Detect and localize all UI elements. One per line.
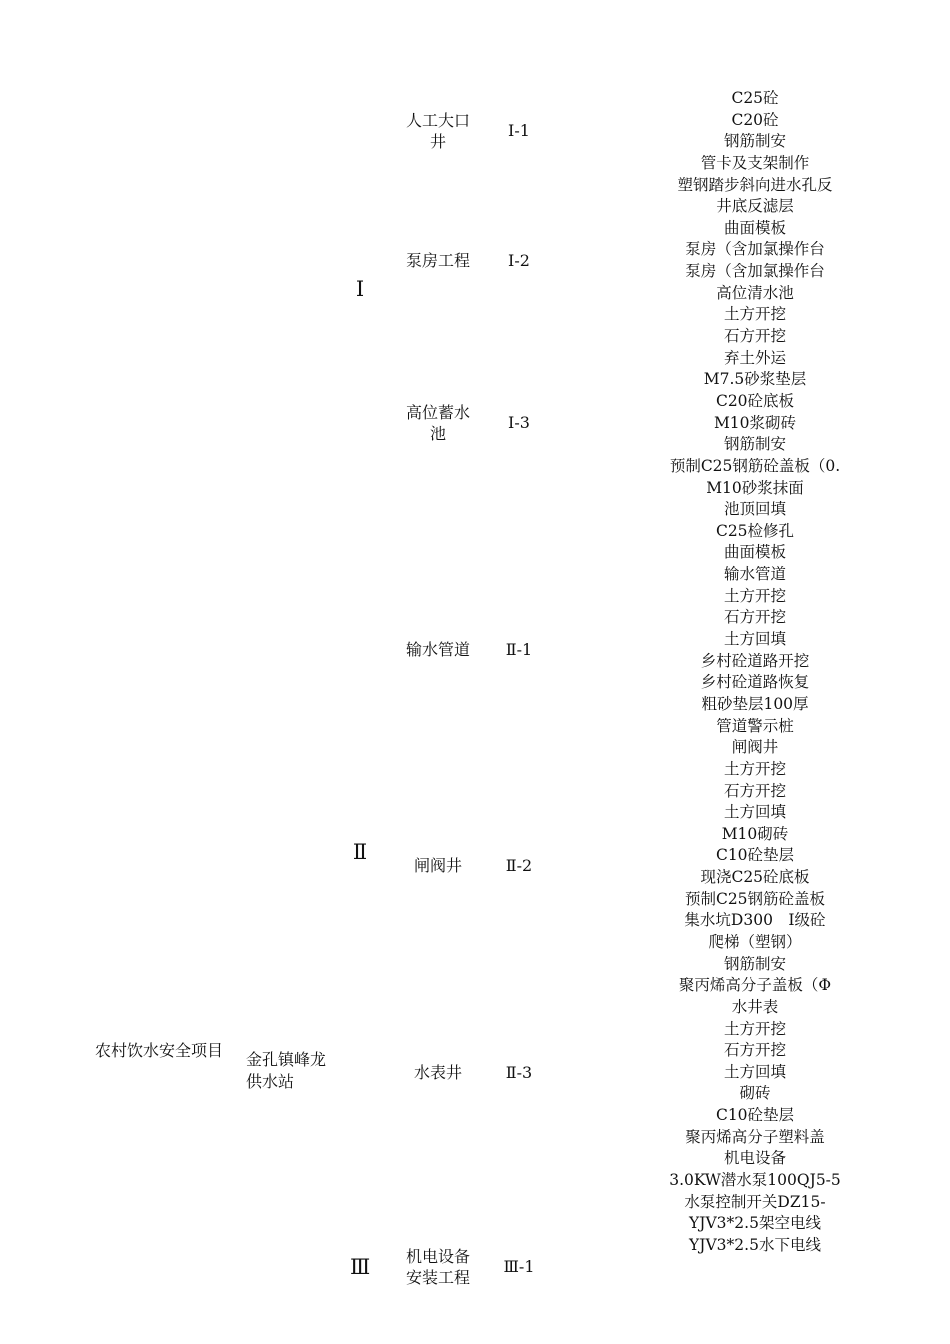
list-item: 预制C25钢筋砼盖板（0. [669,456,841,475]
list-item: 高位清水池 [716,283,794,302]
list-item: C20砼 [731,110,779,129]
list-item: M10砌砖 [721,824,789,843]
list-item: 水泵控制开关DZ15- [684,1192,826,1211]
list-item: 输水管道 [723,565,786,584]
list-item: 聚丙烯高分子盖板（Φ [678,976,832,995]
list-item: 泵房（含加氯操作台 [685,240,825,259]
list-item: 土方开挖 [723,305,786,324]
category-2: Ⅱ [352,840,368,864]
list-item: M10砂浆抹面 [706,478,804,497]
list-item: 土方回填 [723,1062,786,1081]
list-item: 钢筋制安 [723,132,786,151]
list-item: 钢筋制安 [723,954,786,973]
subproject-name: 人工大口井 [405,111,470,151]
list-item: 乡村砼道路开挖 [700,651,810,670]
list-item: 集水坑D300 Ⅰ级砼 [684,911,826,930]
subproject-code: Ⅱ-1 [505,640,533,659]
list-item: 土方回填 [723,630,786,649]
subproject-code: Ⅲ-1 [503,1257,535,1276]
list-item: 钢筋制安 [723,435,786,454]
list-item: 聚丙烯高分子塑料盖 [685,1127,825,1146]
item-list [600,88,910,1257]
list-item: 曲面模板 [723,218,786,237]
subproject-name: 泵房工程 [405,251,470,270]
list-item: 池顶回填 [723,500,786,519]
list-item: C20砼底板 [715,391,795,410]
list-item: 管道警示桩 [716,716,794,735]
list-item: C10砼垫层 [715,1106,795,1125]
station-name: 金孔镇峰龙供水站 [246,1050,327,1091]
subproject-name: 输水管道 [405,640,470,659]
list-item: 预制C25钢筋砼盖板 [684,889,826,908]
list-item: 井底反滤层 [716,197,794,216]
list-item: 石方开挖 [723,1041,786,1060]
project-name: 农村饮水安全项目 [95,1041,224,1060]
category-1: Ⅰ [355,277,365,301]
subproject-name: 机电设备安装工程 [405,1247,470,1287]
list-item: YJV3*2.5水下电线 [689,1235,821,1254]
list-item: M10浆砌砖 [713,413,797,432]
list-item: 砌砖 [739,1084,771,1103]
list-item: 粗砂垫层100厚 [701,694,809,713]
list-item: 塑钢踏步斜向进水孔反 [677,175,833,194]
list-item: 石方开挖 [723,781,786,800]
list-item: 水井表 [731,997,779,1016]
list-item: 弃土外运 [723,348,786,367]
list-item: YJV3*2.5架空电线 [689,1214,821,1233]
list-item: 土方开挖 [723,1019,786,1038]
subproject-code: Ⅱ-2 [505,856,533,875]
list-item: 土方回填 [723,803,786,822]
list-item: 乡村砼道路恢复 [700,673,810,692]
list-item: 曲面模板 [723,543,786,562]
list-item: 土方开挖 [723,586,786,605]
subproject-name: 水表井 [413,1063,462,1082]
list-item: 3.0KW潜水泵100QJ5-5 [669,1171,841,1190]
list-item: 机电设备 [723,1149,786,1168]
subproject-code: Ⅰ-1 [508,121,530,140]
list-item: C25检修孔 [715,521,795,540]
list-item: C25砼 [731,89,779,107]
list-item: 石方开挖 [723,327,786,346]
subproject-code: Ⅱ-3 [505,1063,533,1082]
list-item: 爬梯（塑钢） [708,932,802,951]
subproject-code: Ⅰ-2 [508,251,530,270]
list-item: 现浇C25砼底板 [700,868,810,887]
list-item: M7.5砂浆垫层 [703,370,807,389]
list-item: 泵房（含加氯操作台 [685,262,825,281]
category-3: Ⅲ [350,1255,371,1279]
list-item: C10砼垫层 [715,846,795,865]
list-item: 管卡及支架制作 [700,153,810,172]
subproject-name: 闸阀井 [413,856,462,875]
subproject-name: 高位蓄水池 [405,403,470,443]
list-item: 石方开挖 [723,608,786,627]
subproject-code: Ⅰ-3 [508,413,530,432]
list-item: 土方开挖 [723,759,786,778]
list-item: 闸阀井 [731,738,779,757]
